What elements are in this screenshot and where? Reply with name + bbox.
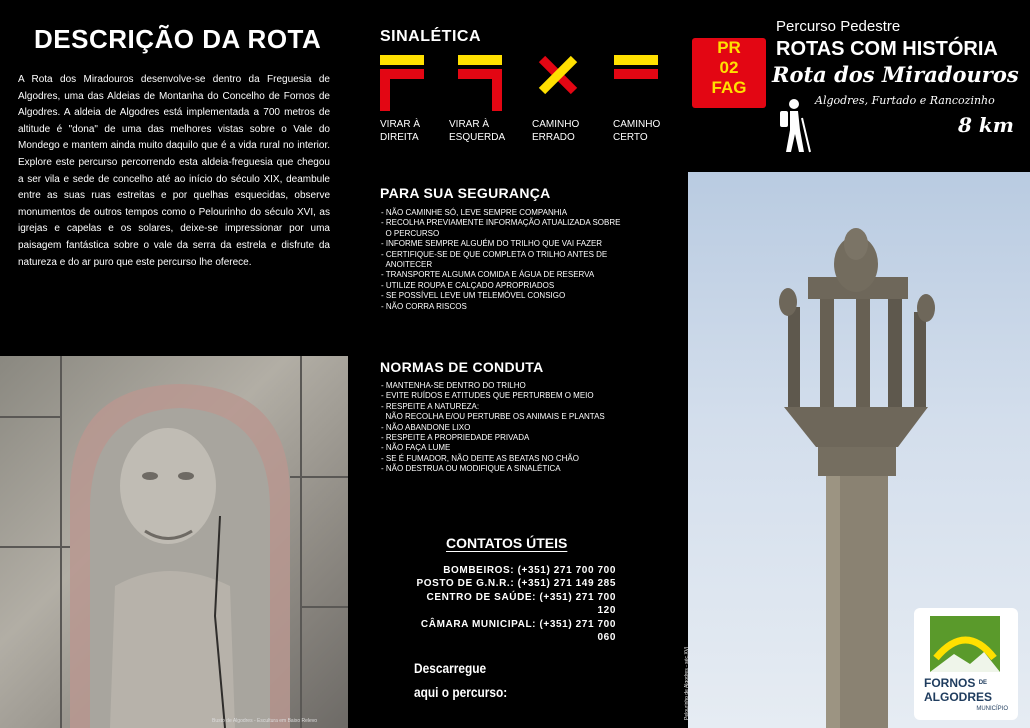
contacts-list [412, 564, 616, 644]
route-distance: 8 km [958, 113, 1014, 137]
conduct-list [381, 381, 671, 475]
safety-list [381, 208, 671, 312]
turn-left-sign-icon [458, 55, 502, 111]
list-item: NÃO RECOLHA E/OU PERTURBE OS ANIMAIS E PLANTAS [381, 412, 605, 422]
list-item: - RESPEITE A PROPRIEDADE PRIVADA [381, 433, 530, 443]
hiker-icon [776, 98, 814, 154]
logo-municipio: MUNICÍPIO [976, 706, 1008, 712]
list-item: - UTILIZE ROUPA E CALÇADO APROPRIADOS [381, 280, 555, 290]
list-item: - CERTIFIQUE-SE DE QUE COMPLETA O TRILHO ANTES DE [381, 249, 608, 259]
list-item: O PERCURSO [381, 228, 440, 238]
list-item: - RECOLHA PREVIAMENTE INFORMAÇÃO ATUALIZADA SOBRE [381, 218, 621, 228]
list-item: - NÃO CAMINHE SÓ, LEVE SEMPRE COMPANHIA [381, 208, 568, 217]
list-item: - RESPEITE A NATUREZA: [381, 401, 480, 411]
route-villages: Algodres, Furtado e Rancozinho [815, 94, 995, 107]
sign-label-wrong-way: CAMINHO ERRADO [532, 119, 580, 143]
right-way-sign-icon [614, 55, 658, 85]
list-item: - NÃO ABANDONE LIXO [381, 422, 471, 432]
wrong-way-sign-icon [536, 55, 580, 95]
pillory-photo-caption: Pelourinho de Algodres - séc.XVI [684, 646, 690, 720]
route-code-badge: PR 02 FAG [692, 38, 766, 108]
list-item: - EVITE RUÍDOS E ATITUDES QUE PERTURBEM O MEIO [381, 391, 594, 401]
route-series: ROTAS COM HISTÓRIA [776, 38, 998, 60]
list-item: - SE POSSÍVEL LEVE UM TELEMÓVEL CONSIGO [381, 291, 566, 301]
safety-title: PARA SUA SEGURANÇA [380, 185, 551, 201]
sign-label-right-way: CAMINHO CERTO [613, 119, 661, 143]
list-item: - NÃO CORRA RISCOS [381, 301, 467, 311]
contacts-title: CONTATOS ÚTEIS [446, 535, 568, 551]
contact-line: POSTO DE G.N.R.: (+351) 271 149 285 [416, 578, 616, 590]
list-item: - INFORME SEMPRE ALGUÉM DO TRILHO QUE VAI FAZER [381, 239, 603, 249]
turn-right-sign-icon [380, 55, 424, 111]
description-title: DESCRIÇÃO DA ROTA [34, 24, 322, 54]
list-item: - TRANSPORTE ALGUMA COMIDA E ÁGUA DE RESERVA [381, 270, 595, 280]
list-item: - NÃO DESTRUA OU MODIFIQUE A SINALÉTICA [381, 464, 561, 474]
sign-label-turn-right: VIRAR À DIREITA [380, 119, 421, 143]
download-prompt: Descarregue aqui o percurso: [414, 660, 508, 700]
logo-name: FORNOS $^{DE}$ ALGODRES [924, 676, 993, 704]
bust-photo [0, 356, 348, 728]
route-name: Rota dos Miradouros [772, 62, 1019, 87]
contact-line: CÂMARA MUNICIPAL: (+351) 271 700 060 [420, 618, 616, 644]
route-subtitle: Percurso Pedestre [776, 18, 901, 35]
fornos-de-algodres-logo-icon [914, 608, 1018, 674]
sign-label-turn-left: VIRAR À ESQUERDA [449, 119, 506, 143]
list-item: ANOITECER [381, 260, 433, 270]
bust-photo-caption: Busto de Algodres - Escultura em Baixo Relevo [212, 718, 318, 724]
bust-relief [0, 356, 348, 728]
signage-title: SINALÉTICA [380, 28, 481, 45]
list-item: - NÃO FAÇA LUME [381, 443, 451, 453]
list-item: - MANTENHA-SE DENTRO DO TRILHO [381, 381, 526, 390]
description-text: A Rota dos Miradouros desenvolve-se dentro da Freguesia de Algodres, uma das Aldeias de Montanha do Concelho de Fornos de Algodres. A aldeia de Algodres está implementada a 700 metros de altitude é "dona" de uma das melhores vistas sobre o Vale do Mondego e mantem ainda muito daquilo que é a vida rural no interior. Explore este percurso percorrendo esta aldeia-freguesia que chegou a ser vila e sede de concelho até ao início do século XIX, deambule entre as suas ruas estreitas e por quelhas esquecidas, observe monumentos de outros tempos como o Pelourinho do século XVI, as igrejas e capelas e os solares, deixe-se impressionar por uma paisagem fantástica sobre o vale da serra da estrela e disfrute da natureza e do ar puro que este percurso lhe oferece. [18, 74, 330, 268]
list-item: - SE É FUMADOR, NÃO DEITE AS BEATAS NO CHÃO [381, 453, 579, 463]
contact-line: BOMBEIROS: (+351) 271 700 700 [443, 565, 616, 576]
contact-line: CENTRO DE SAÚDE: (+351) 271 700 120 [426, 591, 616, 617]
conduct-title: NORMAS DE CONDUTA [380, 359, 544, 375]
fornos-de-algodres-logo [914, 608, 1018, 720]
